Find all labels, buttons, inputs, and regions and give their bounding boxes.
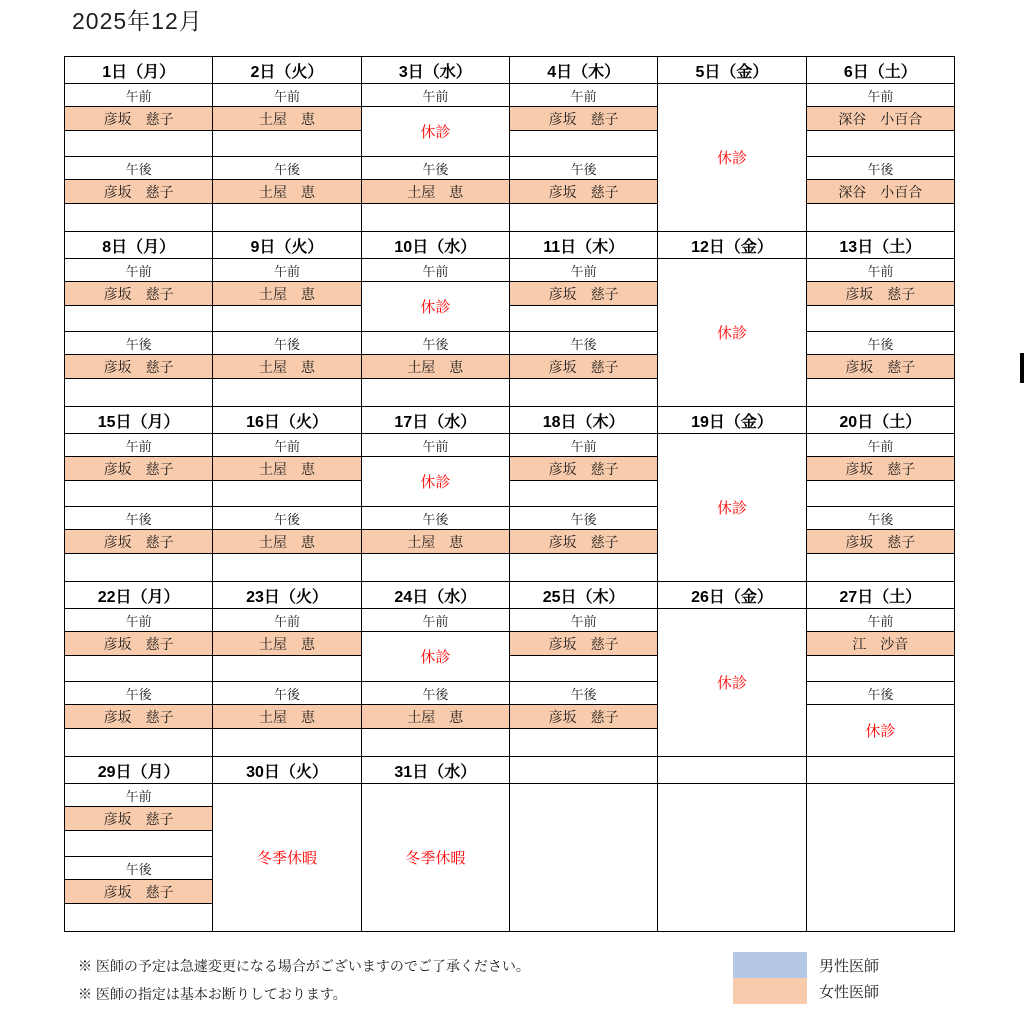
pm-closed-cell: 休診 [806,705,954,757]
day-header: 13日（土） [806,232,954,259]
am-closed-cell: 休診 [361,107,509,157]
am-blank-cell [65,656,213,682]
pm-blank-cell [65,904,213,932]
am-blank-cell [213,306,361,332]
day-header: 11日（木） [509,232,657,259]
pm-doctor-cell: 土屋 恵 [213,530,361,554]
pm-label: 午後 [65,857,213,880]
pm-label: 午後 [361,332,509,355]
day-header: 20日（土） [806,407,954,434]
note-schedule-change: ※ 医師の予定は急遽変更になる場合がございますのでご了承ください。 [78,958,530,974]
am-label: 午前 [65,434,213,457]
am-label: 午前 [213,434,361,457]
pm-label: 午後 [65,507,213,530]
am-doctor-cell: 彦坂 慈子 [509,282,657,306]
pm-blank-cell [213,729,361,757]
am-label: 午前 [509,259,657,282]
legend-row-female [733,978,879,1004]
pm-doctor-cell: 彦坂 慈子 [65,880,213,904]
am-label: 午前 [213,84,361,107]
am-doctor-cell: 彦坂 慈子 [806,282,954,306]
am-label: 午前 [65,784,213,807]
am-label: 午前 [509,609,657,632]
pm-blank-cell [65,204,213,232]
pm-label: 午後 [213,332,361,355]
day-header: 24日（水） [361,582,509,609]
am-blank-cell [509,306,657,332]
page-title: 2025年12月 [72,8,203,34]
am-blank-cell [213,481,361,507]
day-closed-cell: 休診 [658,259,806,407]
day-header: 29日（月） [65,757,213,784]
am-label: 午前 [361,84,509,107]
pm-label: 午後 [806,332,954,355]
am-label: 午前 [213,259,361,282]
pm-blank-cell [65,729,213,757]
am-label: 午前 [213,609,361,632]
day-empty-cell [658,784,806,932]
pm-label: 午後 [361,682,509,705]
am-doctor-cell: 江 沙音 [806,632,954,656]
am-closed-cell: 休診 [361,457,509,507]
am-doctor-cell: 彦坂 慈子 [65,807,213,831]
pm-doctor-cell: 彦坂 慈子 [806,530,954,554]
day-header: 22日（月） [65,582,213,609]
pm-label: 午後 [213,157,361,180]
day-header-empty [806,757,954,784]
pm-doctor-cell: 土屋 恵 [213,180,361,204]
day-header: 9日（火） [213,232,361,259]
pm-blank-cell [65,379,213,407]
pm-blank-cell [806,379,954,407]
pm-label: 午後 [361,157,509,180]
am-doctor-cell: 彦坂 慈子 [509,457,657,481]
am-blank-cell [213,131,361,157]
am-label: 午前 [806,434,954,457]
day-closed-cell: 休診 [658,609,806,757]
pm-blank-cell [361,379,509,407]
am-blank-cell [806,306,954,332]
am-blank-cell [806,131,954,157]
pm-label: 午後 [213,507,361,530]
am-blank-cell [65,831,213,857]
pm-label: 午後 [509,682,657,705]
pm-blank-cell [213,379,361,407]
am-label: 午前 [509,84,657,107]
am-blank-cell [509,481,657,507]
am-label: 午前 [806,609,954,632]
day-header: 27日（土） [806,582,954,609]
day-header: 15日（月） [65,407,213,434]
day-header: 6日（土） [806,57,954,84]
pm-blank-cell [509,204,657,232]
am-doctor-cell: 彦坂 慈子 [65,632,213,656]
day-header: 8日（月） [65,232,213,259]
pm-label: 午後 [213,682,361,705]
am-doctor-cell: 彦坂 慈子 [65,457,213,481]
pm-doctor-cell: 深谷 小百合 [806,180,954,204]
doctor-gender-legend [733,952,879,1004]
pm-label: 午後 [65,682,213,705]
am-label: 午前 [65,84,213,107]
day-header: 2日（火） [213,57,361,84]
day-header: 19日（金） [658,407,806,434]
pm-blank-cell [361,729,509,757]
day-header: 12日（金） [658,232,806,259]
day-header: 18日（木） [509,407,657,434]
am-blank-cell [509,656,657,682]
note-no-doctor-designation: ※ 医師の指定は基本お断りしております。 [78,986,347,1002]
pm-doctor-cell: 彦坂 慈子 [65,705,213,729]
legend-label-female-doctor: 女性医師 [819,983,880,1001]
pm-blank-cell [361,554,509,582]
pm-blank-cell [65,554,213,582]
am-blank-cell [509,131,657,157]
am-blank-cell [213,656,361,682]
day-header: 1日（月） [65,57,213,84]
day-header: 4日（木） [509,57,657,84]
day-empty-cell [806,784,954,932]
am-label: 午前 [361,259,509,282]
day-header: 31日（水） [361,757,509,784]
am-doctor-cell: 土屋 恵 [213,632,361,656]
day-header: 10日（水） [361,232,509,259]
day-header: 23日（火） [213,582,361,609]
pm-label: 午後 [806,682,954,705]
day-header: 3日（水） [361,57,509,84]
am-blank-cell [806,656,954,682]
am-blank-cell [65,306,213,332]
pm-blank-cell [806,204,954,232]
pm-doctor-cell: 土屋 恵 [361,180,509,204]
pm-doctor-cell: 彦坂 慈子 [806,355,954,379]
am-doctor-cell: 土屋 恵 [213,107,361,131]
pm-doctor-cell: 彦坂 慈子 [65,180,213,204]
legend-row-male [733,952,879,978]
day-header-empty [509,757,657,784]
am-label: 午前 [65,259,213,282]
am-label: 午前 [806,259,954,282]
pm-doctor-cell: 彦坂 慈子 [509,180,657,204]
day-closed-cell: 休診 [658,84,806,232]
day-header-empty [658,757,806,784]
pm-blank-cell [361,204,509,232]
pm-doctor-cell: 彦坂 慈子 [509,705,657,729]
legend-label-male-doctor: 男性医師 [819,957,880,975]
am-blank-cell [65,131,213,157]
am-doctor-cell: 深谷 小百合 [806,107,954,131]
pm-blank-cell [509,554,657,582]
male-doctor-color-swatch [733,952,807,978]
day-header: 26日（金） [658,582,806,609]
pm-doctor-cell: 土屋 恵 [361,705,509,729]
pm-blank-cell [213,204,361,232]
day-header: 17日（水） [361,407,509,434]
pm-label: 午後 [65,157,213,180]
am-label: 午前 [509,434,657,457]
right-edge-artifact [1020,353,1024,383]
day-empty-cell [509,784,657,932]
pm-label: 午後 [65,332,213,355]
pm-doctor-cell: 彦坂 慈子 [509,355,657,379]
am-doctor-cell: 彦坂 慈子 [65,107,213,131]
pm-blank-cell [509,379,657,407]
female-doctor-color-swatch [733,978,807,1004]
pm-doctor-cell: 彦坂 慈子 [65,355,213,379]
day-vacation-cell: 冬季休暇 [361,784,509,932]
am-doctor-cell: 土屋 恵 [213,457,361,481]
pm-doctor-cell: 土屋 恵 [213,705,361,729]
pm-label: 午後 [361,507,509,530]
pm-doctor-cell: 土屋 恵 [361,530,509,554]
day-header: 25日（木） [509,582,657,609]
am-closed-cell: 休診 [361,282,509,332]
pm-doctor-cell: 彦坂 慈子 [509,530,657,554]
pm-label: 午後 [509,332,657,355]
day-header: 30日（火） [213,757,361,784]
pm-label: 午後 [509,157,657,180]
am-doctor-cell: 土屋 恵 [213,282,361,306]
am-label: 午前 [806,84,954,107]
am-doctor-cell: 彦坂 慈子 [806,457,954,481]
am-doctor-cell: 彦坂 慈子 [509,632,657,656]
pm-label: 午後 [806,157,954,180]
pm-label: 午後 [806,507,954,530]
schedule-table [64,56,955,932]
am-label: 午前 [361,609,509,632]
pm-doctor-cell: 彦坂 慈子 [65,530,213,554]
am-label: 午前 [361,434,509,457]
day-vacation-cell: 冬季休暇 [213,784,361,932]
pm-label: 午後 [509,507,657,530]
am-doctor-cell: 彦坂 慈子 [509,107,657,131]
pm-blank-cell [213,554,361,582]
am-label: 午前 [65,609,213,632]
pm-doctor-cell: 土屋 恵 [213,355,361,379]
am-blank-cell [65,481,213,507]
pm-blank-cell [509,729,657,757]
day-closed-cell: 休診 [658,434,806,582]
am-closed-cell: 休診 [361,632,509,682]
pm-blank-cell [806,554,954,582]
day-header: 16日（火） [213,407,361,434]
am-blank-cell [806,481,954,507]
pm-doctor-cell: 土屋 恵 [361,355,509,379]
day-header: 5日（金） [658,57,806,84]
am-doctor-cell: 彦坂 慈子 [65,282,213,306]
